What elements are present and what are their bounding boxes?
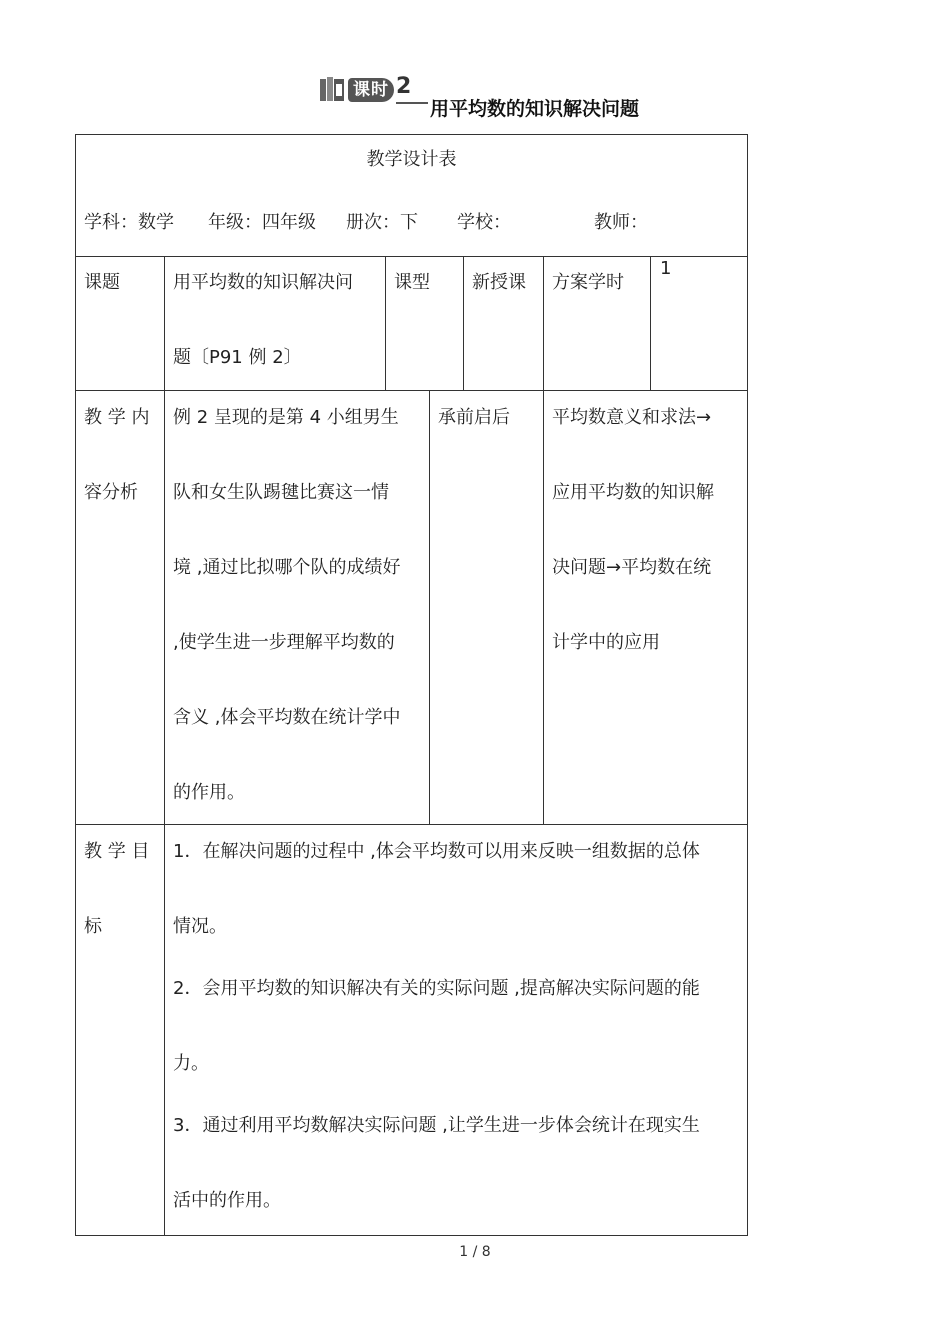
badge-label: 课时	[348, 78, 394, 102]
content-line: 境 ,通过比拟哪个队的成绩好	[173, 557, 401, 578]
page-title: 用平均数的知识解决问题	[430, 98, 640, 120]
topic-line-1: 用平均数的知识解决问	[173, 272, 353, 293]
flow-line: 平均数意义和求法→	[552, 407, 712, 428]
meta-school: 学校：	[457, 212, 511, 233]
page-number: 1 / 8	[459, 1244, 491, 1260]
badge-number: 2	[396, 74, 412, 99]
col-divider	[463, 256, 464, 390]
content-line: 含义 ,体会平均数在统计学中	[173, 707, 401, 728]
table-caption: 教学设计表	[366, 149, 457, 170]
lesson-badge	[318, 72, 430, 108]
topic-line-2: 题〔P91 例 2〕	[173, 347, 302, 368]
goal-line: 力。	[173, 1053, 209, 1074]
meta-volume: 册次：下	[346, 212, 418, 233]
content-line: 的作用。	[173, 782, 245, 803]
goals-label-1: 教 学 目	[84, 841, 150, 862]
content-line: 队和女生队踢毽比赛这一情	[173, 482, 389, 503]
content-line: ,使学生进一步理解平均数的	[173, 632, 395, 653]
col-divider	[429, 390, 430, 824]
flow-line: 计学中的应用	[552, 632, 660, 653]
goal-line: 活中的作用。	[173, 1190, 281, 1211]
col-divider	[650, 256, 651, 390]
content-analysis-label-2: 容分析	[84, 482, 138, 503]
col-divider	[164, 256, 165, 1236]
content-analysis-label-1: 教 学 内	[84, 407, 150, 428]
flow-line: 决问题→平均数在统	[552, 557, 712, 578]
type-value: 新授课	[472, 272, 526, 293]
meta-grade: 年级：四年级	[208, 212, 316, 233]
topic-label: 课题	[84, 272, 120, 293]
hours-value: 1	[660, 258, 672, 279]
goal-line: 3．通过利用平均数解决实际问题 ,让学生进一步体会统计在现实生	[173, 1115, 700, 1136]
flow-line: 应用平均数的知识解	[552, 482, 714, 503]
goal-line: 2．会用平均数的知识解决有关的实际问题 ,提高解决实际问题的能	[173, 978, 700, 999]
col-divider	[385, 256, 386, 390]
badge-underline	[396, 102, 428, 104]
meta-teacher: 教师：	[594, 212, 648, 233]
type-label: 课型	[394, 272, 430, 293]
book-icon	[318, 75, 348, 105]
bridge-label: 承前启后	[438, 407, 510, 428]
goal-line: 情况。	[173, 916, 227, 937]
goals-label-2: 标	[84, 916, 102, 937]
col-divider	[543, 256, 544, 824]
goal-line: 1．在解决问题的过程中 ,体会平均数可以用来反映一组数据的总体	[173, 841, 700, 862]
meta-subject: 学科：数学	[84, 212, 174, 233]
hours-label: 方案学时	[552, 272, 624, 293]
content-line: 例 2 呈现的是第 4 小组男生	[173, 407, 399, 428]
